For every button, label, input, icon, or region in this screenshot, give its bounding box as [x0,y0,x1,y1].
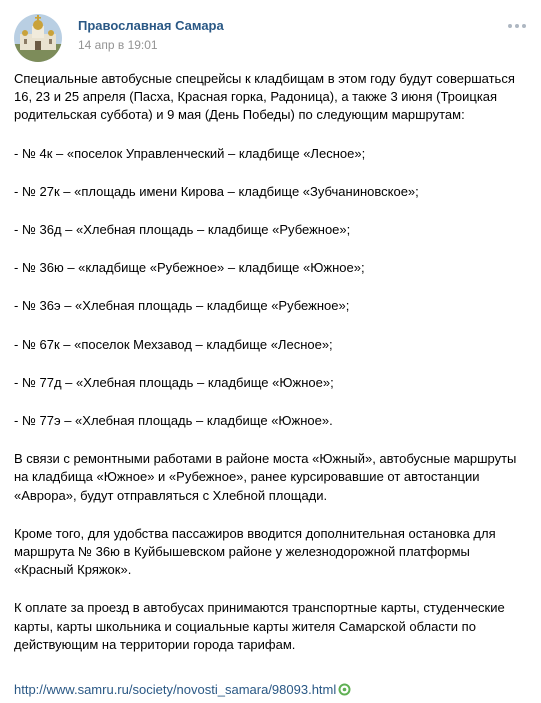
post-date[interactable]: 14 апр в 19:01 [78,38,158,52]
post-paragraph-intro: Специальные автобусные спецрейсы к кладбищам в этом году будут совершаться 16, 23 и 25 апреля (Пасха, Красная горка, Радоница), а также 3 июня (Троицкая родительская суббота) и 9 мая (День Победы) по следующим маршрутам: [14,71,515,123]
route-item: - № 27к – «площадь имени Кирова – кладбище «Зубчаниновское»; [14,183,419,199]
post-paragraph-repairs: В связи с ремонтными работами в районе моста «Южный», автобусные маршруты на кладбища «Южное» и «Рубежное», ранее курсировавшие от автостанции «Аврора», будут отправляться с Хлебной площади. [14,451,517,503]
post-author[interactable]: Православная Самара [78,18,224,33]
post-header [14,14,529,62]
external-link-icon[interactable] [338,683,351,696]
route-item: - № 67к – «поселок Мехзавод – кладбище «Лесное»; [14,336,333,352]
post-paragraph-payment: К оплате за проезд в автобусах принимаются транспортные карты, студенческие карты, карты школьника и социальные карты жителя Самарской области по действующим на территории города тарифам. [14,600,505,652]
route-item: - № 36ю – «кладбище «Рубежное» – кладбище «Южное»; [14,260,365,276]
source-link[interactable]: http://www.samru.ru/society/novosti_samara/98093.html [14,682,337,697]
source-link-row [14,681,529,701]
route-item: - № 77д – «Хлебная площадь – кладбище «Южное»; [14,374,334,390]
route-item: - № 77э – «Хлебная площадь – кладбище «Южное». [14,413,333,429]
post-text [14,70,529,654]
post-paragraph-extra-stop: Кроме того, для удобства пассажиров вводится дополнительная остановка для маршрута № 36ю в Куйбышевском районе у железнодорожной платформы «Красный Кряжок». [14,525,496,578]
church-avatar-icon[interactable] [14,14,62,62]
route-item: - № 36д – «Хлебная площадь – кладбище «Рубежное»; [14,222,351,238]
route-item: - № 36э – «Хлебная площадь – кладбище «Рубежное»; [14,298,350,314]
more-dots-icon[interactable] [505,16,529,36]
route-item: - № 4к – «поселок Управленческий – кладбище «Лесное»; [14,145,366,161]
